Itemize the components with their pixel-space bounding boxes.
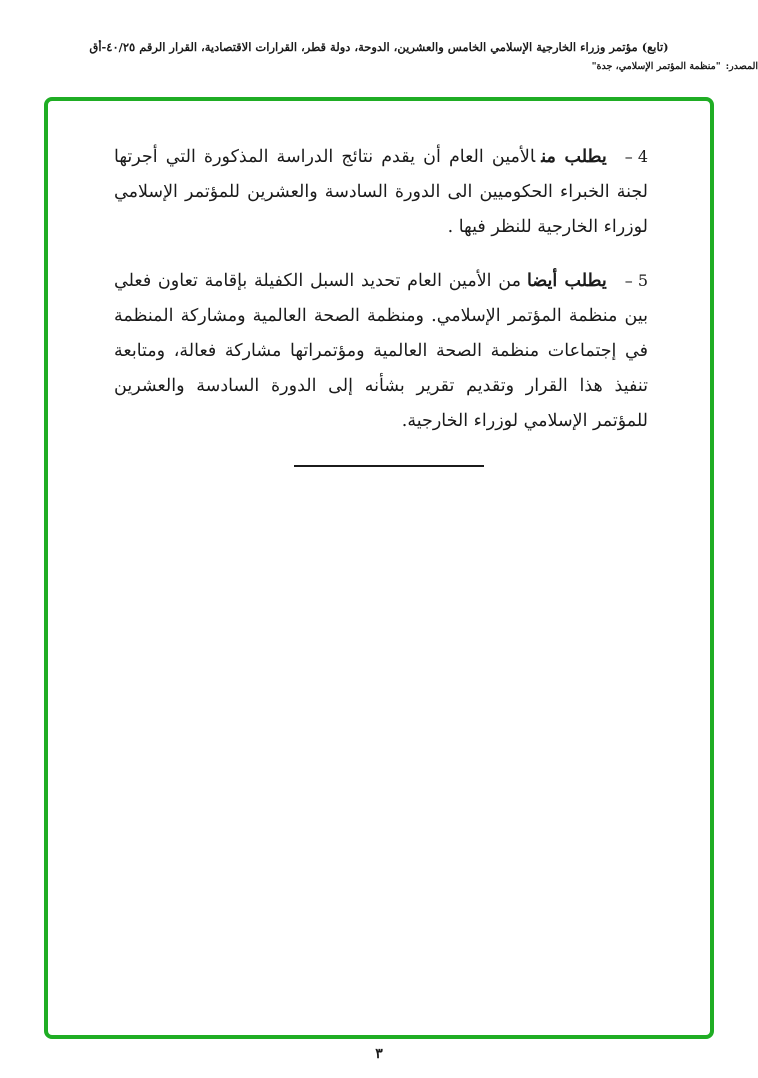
- section-divider: [294, 465, 484, 467]
- source-label: المصدر:: [725, 61, 758, 72]
- item-lead: يطلب من: [541, 147, 607, 167]
- source-note: [592, 61, 758, 72]
- resolution-paragraph-4: [114, 139, 648, 245]
- content-frame: [44, 97, 714, 1039]
- resolution-body: [48, 101, 710, 467]
- item-body: من الأمين العام تحديد السبل الكفيلة بإقامة تعاون فعلي بين منظمة المؤتمر الإسلامي. ومنظمة الصحة العالمية ومشاركة المنظمة في إجتماعات منظمة الصحة العالمية ومؤتمراتها مشاركة فعالة، ومتابعة تنفيذ هذا القرار وتقديم تقرير بشأنه إلى الدورة السادسة والعشرين للمؤتمر الإسلامي لوزراء الخارجية.: [114, 271, 648, 431]
- page-number: ٣: [375, 1046, 383, 1062]
- source-value: "منظمة المؤتمر الإسلامي، جدة": [591, 61, 721, 72]
- item-lead: يطلب أيضا: [527, 271, 607, 291]
- resolution-paragraph-5: [114, 263, 648, 439]
- header-title: (تابع) مؤتمر وزراء الخارجية الإسلامي الخامس والعشرين، الدوحة، دولة قطر، القرارات الاقتصادية، القرار الرقم ٤٠/٢٥-أق: [89, 40, 669, 54]
- item-body: الأمين العام أن يقدم نتائج الدراسة المذكورة التي أجرتها لجنة الخبراء الحكوميين الى الدورة السادسة والعشرين للمؤتمر الإسلامي لوزراء الخارجية للنظر فيها .: [114, 147, 648, 237]
- document-header: [0, 0, 758, 72]
- item-number: 4 –: [624, 147, 648, 166]
- item-number: 5 –: [624, 271, 648, 290]
